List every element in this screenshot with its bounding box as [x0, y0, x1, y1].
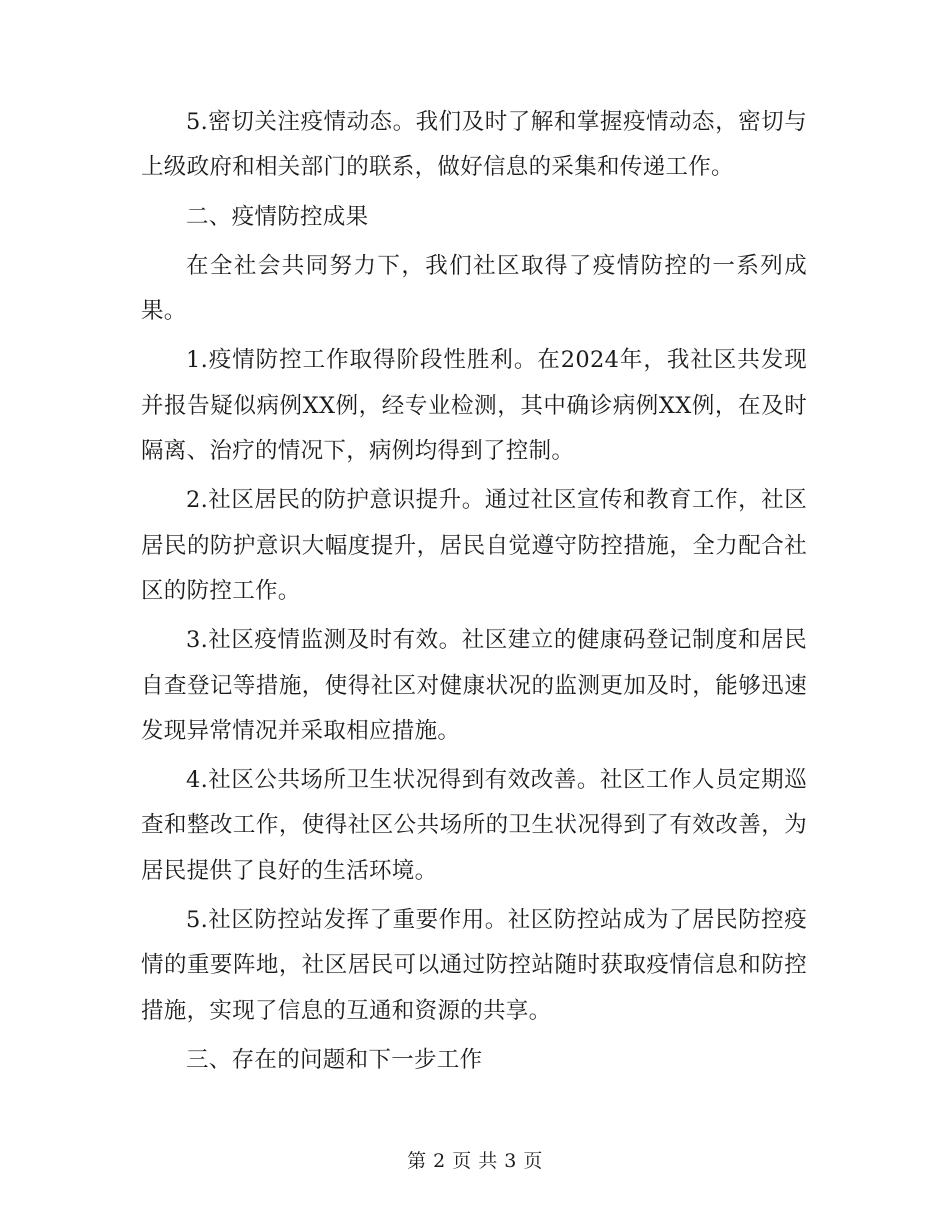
page-number-footer: 第 2 页 共 3 页 [407, 1150, 543, 1172]
document-body [141, 100, 807, 1087]
paragraph-result-5: 5.社区防控站发挥了重要作用。社区防控站成为了居民防控疫情的重要阵地，社区居民可以通过防控站随时获取疫情信息和防控措施，实现了信息的互通和资源的共享。 [141, 907, 807, 1024]
paragraph-result-1: 1.疫情防控工作取得阶段性胜利。在2024年，我社区共发现并报告疑似病例XX例，经专业检测，其中确诊病例XX例，在及时隔离、治疗的情况下，病例均得到了控制。 [141, 347, 807, 465]
section-heading-results: 二、疫情防控成果 [186, 203, 369, 230]
section-heading-problems: 三、存在的问题和下一步工作 [186, 1046, 483, 1073]
paragraph-result-3: 3.社区疫情监测及时有效。社区建立的健康码登记制度和居民自查登记等措施，使得社区对健康状况的监测更加及时，能够迅速发现异常情况并采取相应措施。 [141, 627, 807, 744]
paragraph-result-4: 4.社区公共场所卫生状况得到有效改善。社区工作人员定期巡查和整改工作，使得社区公共场所的卫生状况得到了有效改善，为居民提供了良好的生活环境。 [141, 767, 807, 884]
paragraph-monitor-epidemic: 5.密切关注疫情动态。我们及时了解和掌握疫情动态，密切与上级政府和相关部门的联系，做好信息的采集和传递工作。 [141, 109, 807, 181]
paragraph-results-intro: 在全社会共同努力下，我们社区取得了疫情防控的一系列成果。 [141, 252, 807, 325]
paragraph-result-2: 2.社区居民的防护意识提升。通过社区宣传和教育工作，社区居民的防护意识大幅度提升，居民自觉遵守防控措施，全力配合社区的防控工作。 [141, 487, 807, 604]
